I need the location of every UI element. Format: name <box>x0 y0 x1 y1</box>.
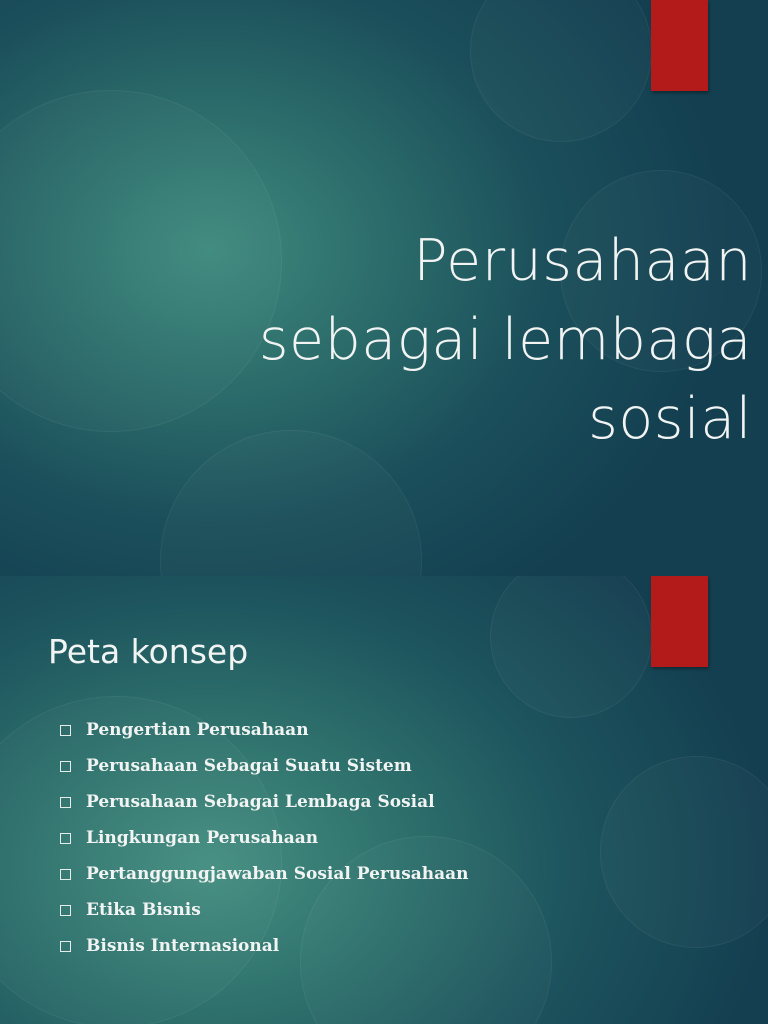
slide-title-line: sebagai lembaga <box>258 307 752 373</box>
list-item-label: Etika Bisnis <box>86 900 201 920</box>
square-bullet-icon <box>60 941 71 952</box>
list-item <box>60 856 469 892</box>
concept-map-slide <box>0 576 768 1024</box>
square-bullet-icon <box>60 905 71 916</box>
square-bullet-icon <box>60 833 71 844</box>
decorative-circle <box>0 90 282 432</box>
list-item <box>60 892 469 928</box>
list-item-label: Bisnis Internasional <box>86 936 280 956</box>
list-item <box>60 748 469 784</box>
list-item <box>60 784 469 820</box>
square-bullet-icon <box>60 761 71 772</box>
list-item <box>60 820 469 856</box>
list-item-label: Pertanggungjawaban Sosial Perusahaan <box>86 864 469 884</box>
list-item-label: Perusahaan Sebagai Lembaga Sosial <box>86 792 435 812</box>
slide-title-line: Perusahaan <box>413 228 752 294</box>
slide-title <box>259 222 752 459</box>
square-bullet-icon <box>60 725 71 736</box>
decorative-circle <box>490 576 652 718</box>
concept-list <box>60 712 469 964</box>
list-item-label: Perusahaan Sebagai Suatu Sistem <box>86 756 412 776</box>
section-heading: Peta konsep <box>48 632 249 671</box>
slide-title-line: sosial <box>588 386 752 452</box>
list-item <box>60 712 469 748</box>
decorative-circle <box>600 756 768 948</box>
list-item-label: Pengertian Perusahaan <box>86 720 309 740</box>
list-item <box>60 928 469 964</box>
accent-bar <box>651 576 708 667</box>
list-item-label: Lingkungan Perusahaan <box>86 828 319 848</box>
accent-bar <box>651 0 708 91</box>
square-bullet-icon <box>60 797 71 808</box>
decorative-circle <box>470 0 652 142</box>
square-bullet-icon <box>60 869 71 880</box>
